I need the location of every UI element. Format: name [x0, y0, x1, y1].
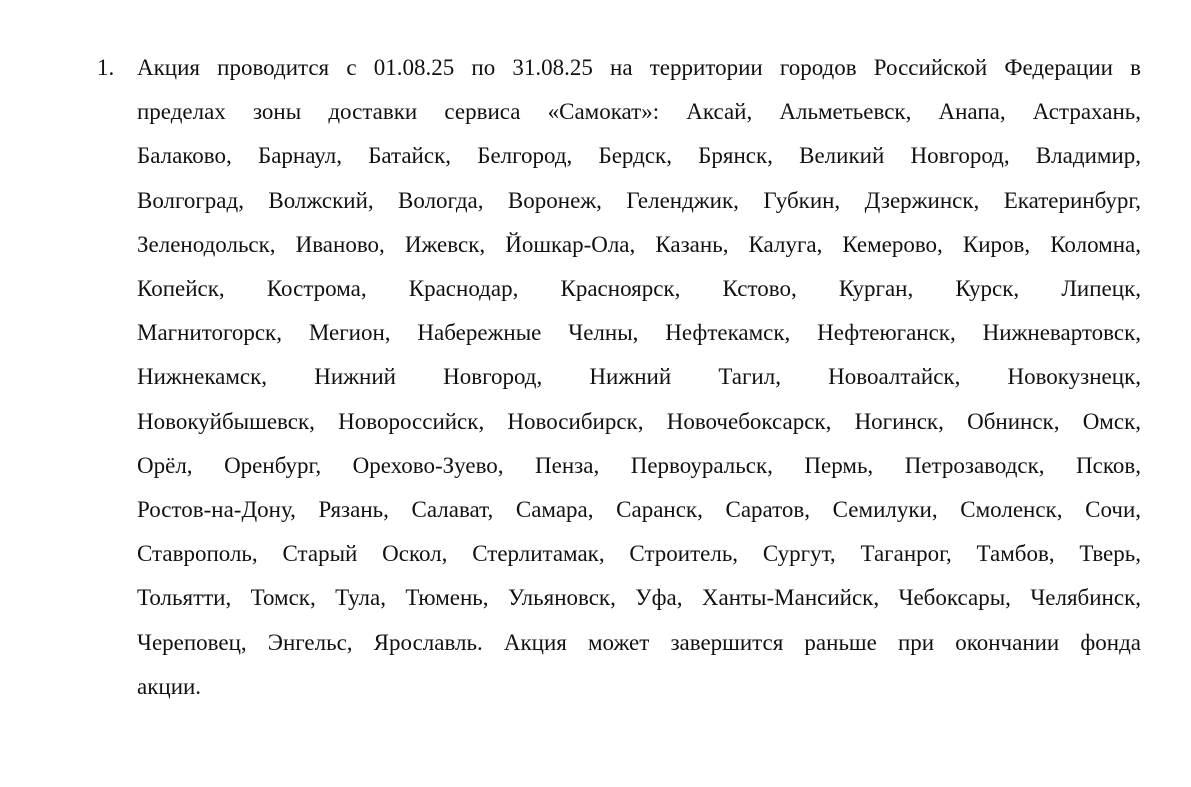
paragraph-line: Орёл, Оренбург, Орехово-Зуево, Пенза, Первоуральск, Пермь, Петрозаводск, Псков,: [137, 452, 1141, 478]
paragraph-line: Нижнекамск, Нижний Новгород, Нижний Тагил, Новоалтайск, Новокузнецк,: [137, 364, 1141, 390]
paragraph-line: Ставрополь, Старый Оскол, Стерлитамак, Строитель, Сургут, Таганрог, Тамбов, Тверь,: [137, 541, 1141, 567]
promo-terms-paragraph: [137, 46, 1141, 709]
paragraph-line: Зеленодольск, Иваново, Ижевск, Йошкар-Ола, Казань, Калуга, Кемерово, Киров, Коломна,: [137, 231, 1141, 257]
paragraph-line: Череповец, Энгельс, Ярославль. Акция может завершится раньше при окончании фонда: [137, 629, 1141, 655]
paragraph-line: Волгоград, Волжский, Вологда, Воронеж, Геленджик, Губкин, Дзержинск, Екатеринбург,: [137, 187, 1141, 213]
paragraph-line: Тольятти, Томск, Тула, Тюмень, Ульяновск, Уфа, Ханты-Мансийск, Чебоксары, Челябинск,: [137, 585, 1141, 611]
paragraph-line: Копейск, Кострома, Краснодар, Красноярск, Кстово, Курган, Курск, Липецк,: [137, 276, 1141, 302]
paragraph-line: Магнитогорск, Мегион, Набережные Челны, Нефтекамск, Нефтеюганск, Нижневартовск,: [137, 320, 1141, 346]
list-item-number: 1.: [97, 55, 115, 80]
paragraph-line: Новокуйбышевск, Новороссийск, Новосибирск, Новочебоксарск, Ногинск, Обнинск, Омск,: [137, 408, 1141, 434]
paragraph-line: Ростов-на-Дону, Рязань, Салават, Самара, Саранск, Саратов, Семилуки, Смоленск, Сочи,: [137, 497, 1141, 523]
paragraph-line: Акция проводится с 01.08.25 по 31.08.25 на территории городов Российской Федерации в: [137, 55, 1141, 80]
paragraph-line: пределах зоны доставки сервиса «Самокат»: Аксай, Альметьевск, Анапа, Астрахань,: [137, 99, 1141, 125]
paragraph-line: акции.: [137, 673, 202, 699]
paragraph-line: Балаково, Барнаул, Батайск, Белгород, Бердск, Брянск, Великий Новгород, Владимир,: [137, 143, 1141, 169]
